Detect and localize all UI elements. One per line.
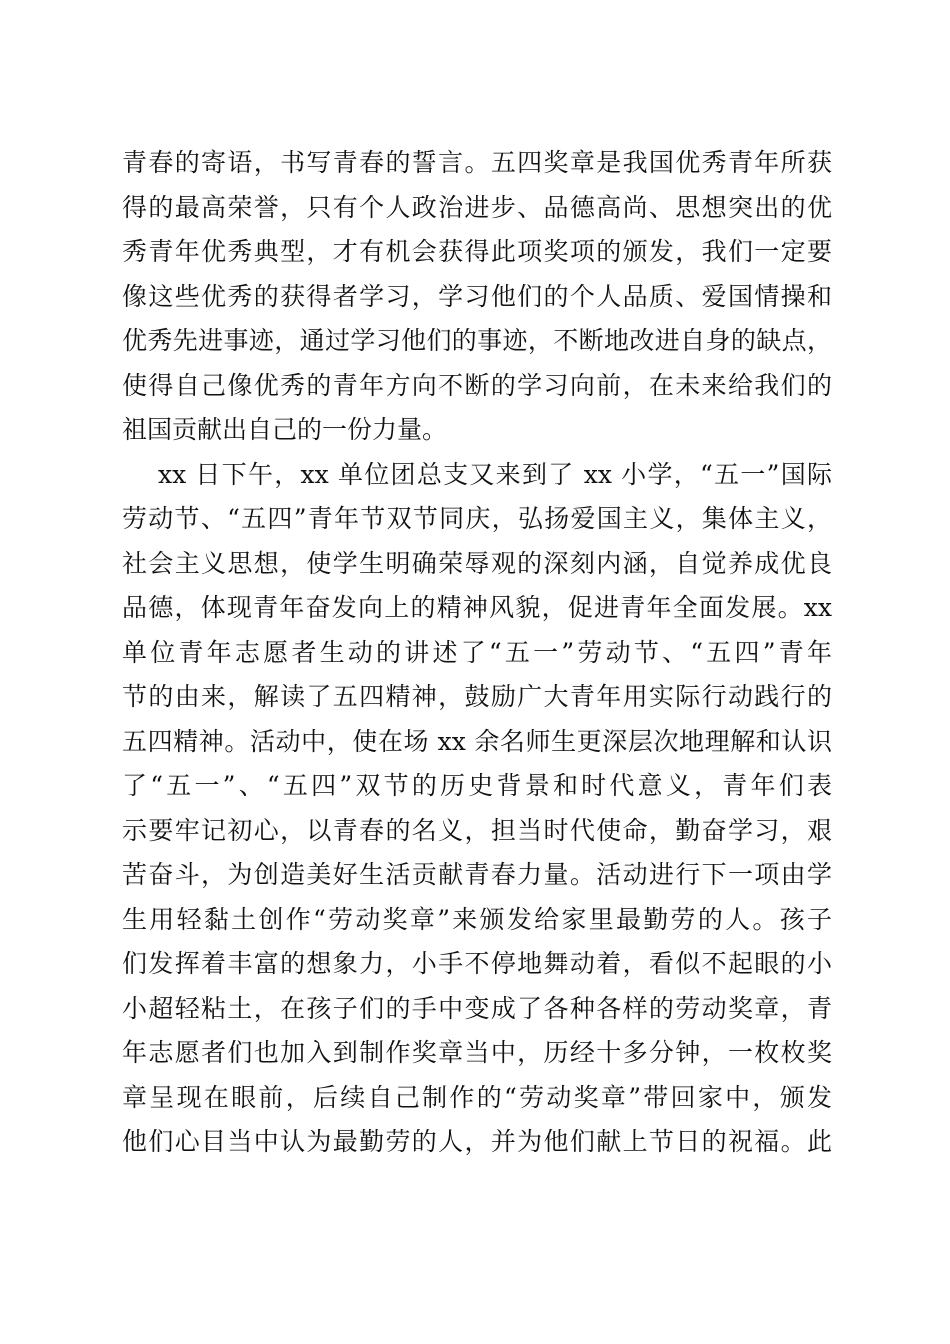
text-line: 年志愿者们也加入到制作奖章当中，历经十多分钟，一枚枚奖	[122, 1038, 832, 1067]
text-line: 单位青年志愿者生动的讲述了“五一”劳动节、“五四”青年	[122, 637, 832, 667]
text-line: 劳动节、“五四”青年节双节同庆，弘扬爱国主义，集体主义，	[122, 504, 832, 533]
text-line: 他们心目当中认为最勤劳的人，并为他们献上节日的祝福。此	[122, 1127, 832, 1156]
paragraph-2	[122, 453, 832, 1165]
text-line: 了“五一”、“五四”双节的历史背景和时代意义，青年们表	[122, 771, 832, 800]
paragraph-1	[122, 141, 832, 453]
text-line: 节的由来，解读了五四精神，鼓励广大青年用实际行动践行的	[122, 682, 832, 711]
text-line: 社会主义思想，使学生明确荣辱观的深刻内涵，自觉养成优良	[122, 548, 832, 578]
text-line: 章呈现在眼前，后续自己制作的“劳动奖章”带回家中，颁发	[122, 1082, 832, 1112]
text-line: xx 日下午，xx 单位团总支又来到了 xx 小学，“五一”国际	[158, 459, 832, 489]
text-line: 生用轻黏土创作“劳动奖章”来颁发给家里最勤劳的人。孩子	[122, 904, 832, 934]
text-line: 像这些优秀的获得者学习，学习他们的个人品质、爱国情操和	[122, 281, 832, 311]
text-line: 品德，体现青年奋发向上的精神风貌，促进青年全面发展。xx	[122, 593, 832, 622]
text-line: 示要牢记初心，以青春的名义，担当时代使命，勤奋学习，艰	[122, 815, 832, 845]
text-line: 五四精神。活动中，使在场 xx 余名师生更深层次地理解和认识	[122, 726, 832, 756]
text-line: 青春的寄语，书写青春的誓言。五四奖章是我国优秀青年所获	[122, 148, 832, 177]
text-line: 使得自己像优秀的青年方向不断的学习向前，在未来给我们的	[122, 370, 832, 400]
text-line: 祖国贡献出自己的一份力量。	[122, 415, 448, 444]
text-line: 小超轻粘土，在孩子们的手中变成了各种各样的劳动奖章，青	[122, 993, 832, 1023]
text-line: 秀青年优秀典型，才有机会获得此项奖项的颁发，我们一定要	[122, 237, 832, 266]
text-line: 优秀先进事迹，通过学习他们的事迹，不断地改进自身的缺点，	[122, 326, 832, 355]
text-line: 们发挥着丰富的想象力，小手不停地舞动着，看似不起眼的小	[122, 949, 832, 978]
document-body	[122, 141, 832, 1165]
text-line: 得的最高荣誉，只有个人政治进步、品德高尚、思想突出的优	[122, 192, 832, 222]
text-line: 苦奋斗，为创造美好生活贡献青春力量。活动进行下一项由学	[122, 860, 832, 889]
